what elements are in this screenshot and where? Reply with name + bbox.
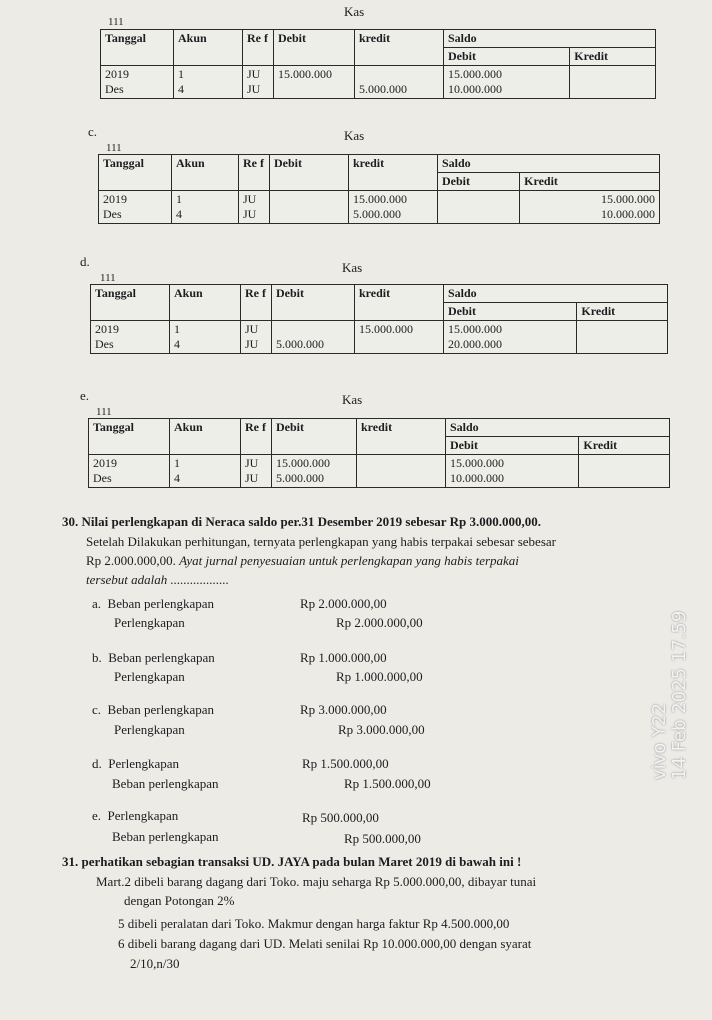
header-ref: Re f <box>241 419 272 455</box>
ledger-title-e: Kas <box>342 392 363 407</box>
cell-saldo-kredit <box>579 455 670 488</box>
header-saldo: Saldo <box>438 155 660 173</box>
option-c-credit-account: Perlengkapan <box>114 722 185 737</box>
option-d-debit-amount: Rp 1.500.000,00 <box>302 756 389 771</box>
question-30-line-3: Rp 2.000.000,00. Ayat jurnal penyesuaian untuk perlengkapan yang habis terpakai <box>86 553 519 568</box>
question-31-line-6: 2/10,n/30 <box>130 956 180 971</box>
cell-tanggal: 2019 Des <box>101 66 174 99</box>
cell-ref: JU JU <box>239 191 270 224</box>
header-saldo: Saldo <box>446 419 670 437</box>
header-kredit: kredit <box>355 285 444 321</box>
header-saldo-debit: Debit <box>446 437 579 455</box>
cell-kredit <box>357 455 446 488</box>
cell-saldo-debit: 15.000.000 10.000.000 <box>446 455 579 488</box>
option-e-credit-account: Beban perlengkapan <box>112 829 219 844</box>
cell-kredit: 5.000.000 <box>355 66 444 99</box>
header-saldo-kredit: Kredit <box>570 48 656 66</box>
cell-akun: 1 4 <box>170 455 241 488</box>
header-saldo-debit: Debit <box>444 48 570 66</box>
cell-tanggal: 2019 Des <box>91 321 170 354</box>
option-a[interactable]: a. Beban perlengkapan <box>92 596 215 611</box>
cell-kredit: 15.000.000 <box>355 321 444 354</box>
header-kredit: kredit <box>355 30 444 66</box>
question-30-line-4: tersebut adalah .................. <box>86 572 229 587</box>
ledger-table-e <box>88 418 670 488</box>
cell-debit: 15.000.000 5.000.000 <box>272 455 357 488</box>
header-saldo-debit: Debit <box>438 173 520 191</box>
option-d-credit-amount: Rp 1.500.000,00 <box>344 776 431 791</box>
cell-saldo-debit: 15.000.000 10.000.000 <box>444 66 570 99</box>
header-tanggal: Tanggal <box>99 155 172 191</box>
cell-akun: 1 4 <box>174 66 243 99</box>
account-number-c: 111 <box>106 142 122 154</box>
ledger-table-d <box>90 284 668 354</box>
option-b-debit-amount: Rp 1.000.000,00 <box>300 650 387 665</box>
header-ref: Re f <box>243 30 274 66</box>
header-debit: Debit <box>272 285 355 321</box>
header-saldo-kredit: Kredit <box>577 303 668 321</box>
header-saldo-debit: Debit <box>444 303 577 321</box>
cell-debit: 15.000.000 <box>274 66 355 99</box>
header-kredit: kredit <box>349 155 438 191</box>
header-akun: Akun <box>172 155 239 191</box>
header-akun: Akun <box>170 419 241 455</box>
question-31-line-4: 5 dibeli peralatan dari Toko. Makmur dengan harga faktur Rp 4.500.000,00 <box>118 916 510 931</box>
cell-debit: 5.000.000 <box>272 321 355 354</box>
cell-saldo-kredit <box>570 66 656 99</box>
ledger-title-c: Kas <box>344 128 365 143</box>
option-label-e: e. <box>80 388 90 403</box>
ledger-table-c <box>98 154 660 224</box>
header-tanggal: Tanggal <box>91 285 170 321</box>
header-debit: Debit <box>272 419 357 455</box>
header-debit: Debit <box>274 30 355 66</box>
header-akun: Akun <box>170 285 241 321</box>
account-number-d: 111 <box>100 272 116 284</box>
cell-ref: JU JU <box>241 321 272 354</box>
option-label-c: c. <box>88 124 98 139</box>
header-saldo-kredit: Kredit <box>520 173 660 191</box>
option-c-credit-amount: Rp 3.000.000,00 <box>338 722 425 737</box>
option-a-credit-account: Perlengkapan <box>114 615 185 630</box>
option-b-credit-amount: Rp 1.000.000,00 <box>336 669 423 684</box>
header-debit: Debit <box>270 155 349 191</box>
ledger-title-b: Kas <box>344 4 365 19</box>
account-number-b: 111 <box>108 16 124 28</box>
cell-saldo-kredit: 15.000.000 10.000.000 <box>520 191 660 224</box>
header-ref: Re f <box>241 285 272 321</box>
option-b[interactable]: b. Beban perlengkapan <box>92 650 215 665</box>
option-label-d: d. <box>80 254 90 269</box>
header-tanggal: Tanggal <box>89 419 170 455</box>
cell-tanggal: 2019 Des <box>89 455 170 488</box>
header-saldo: Saldo <box>444 30 656 48</box>
header-saldo-kredit: Kredit <box>579 437 670 455</box>
cell-akun: 1 4 <box>170 321 241 354</box>
question-30-line-2: Setelah Dilakukan perhitungan, ternyata perlengkapan yang habis terpakai sebesar sebesar <box>86 534 556 549</box>
cell-ref: JU JU <box>241 455 272 488</box>
option-e-credit-amount: Rp 500.000,00 <box>344 831 421 846</box>
question-30-line-1: 30. Nilai perlengkapan di Neraca saldo per.31 Desember 2019 sebesar Rp 3.000.000,00. <box>62 514 541 529</box>
cell-kredit: 15.000.000 5.000.000 <box>349 191 438 224</box>
account-number-e: 111 <box>96 406 112 418</box>
header-ref: Re f <box>239 155 270 191</box>
cell-saldo-kredit <box>577 321 668 354</box>
option-d-credit-account: Beban perlengkapan <box>112 776 219 791</box>
watermark-model: vivo Y22 <box>649 703 670 780</box>
header-tanggal: Tanggal <box>101 30 174 66</box>
option-c-debit-amount: Rp 3.000.000,00 <box>300 702 387 717</box>
header-akun: Akun <box>174 30 243 66</box>
ledger-title-d: Kas <box>342 260 363 275</box>
option-b-credit-account: Perlengkapan <box>114 669 185 684</box>
camera-watermark <box>650 611 690 780</box>
question-31-line-2: Mart.2 dibeli barang dagang dari Toko. maju seharga Rp 5.000.000,00, dibayar tunai <box>96 874 537 889</box>
question-31-line-3: dengan Potongan 2% <box>124 893 235 908</box>
cell-tanggal: 2019 Des <box>99 191 172 224</box>
option-e-debit-amount: Rp 500.000,00 <box>302 810 379 825</box>
question-31-line-1: 31. perhatikan sebagian transaksi UD. JAYA pada bulan Maret 2019 di bawah ini ! <box>62 854 522 869</box>
header-saldo: Saldo <box>444 285 668 303</box>
watermark-timestamp: 14 Feb 2025 17.59 <box>669 610 690 780</box>
cell-saldo-debit: 15.000.000 20.000.000 <box>444 321 577 354</box>
cell-debit <box>270 191 349 224</box>
option-c[interactable]: c. Beban perlengkapan <box>92 702 215 717</box>
option-a-credit-amount: Rp 2.000.000,00 <box>336 615 423 630</box>
ledger-table-b <box>100 29 656 99</box>
option-a-debit-amount: Rp 2.000.000,00 <box>300 596 387 611</box>
option-d[interactable]: d. Perlengkapan <box>92 756 180 771</box>
option-e[interactable]: e. Perlengkapan <box>92 808 179 823</box>
header-kredit: kredit <box>357 419 446 455</box>
cell-ref: JU JU <box>243 66 274 99</box>
cell-akun: 1 4 <box>172 191 239 224</box>
cell-saldo-debit <box>438 191 520 224</box>
question-31-line-5: 6 dibeli barang dagang dari UD. Melati senilai Rp 10.000.000,00 dengan syarat <box>118 936 532 951</box>
